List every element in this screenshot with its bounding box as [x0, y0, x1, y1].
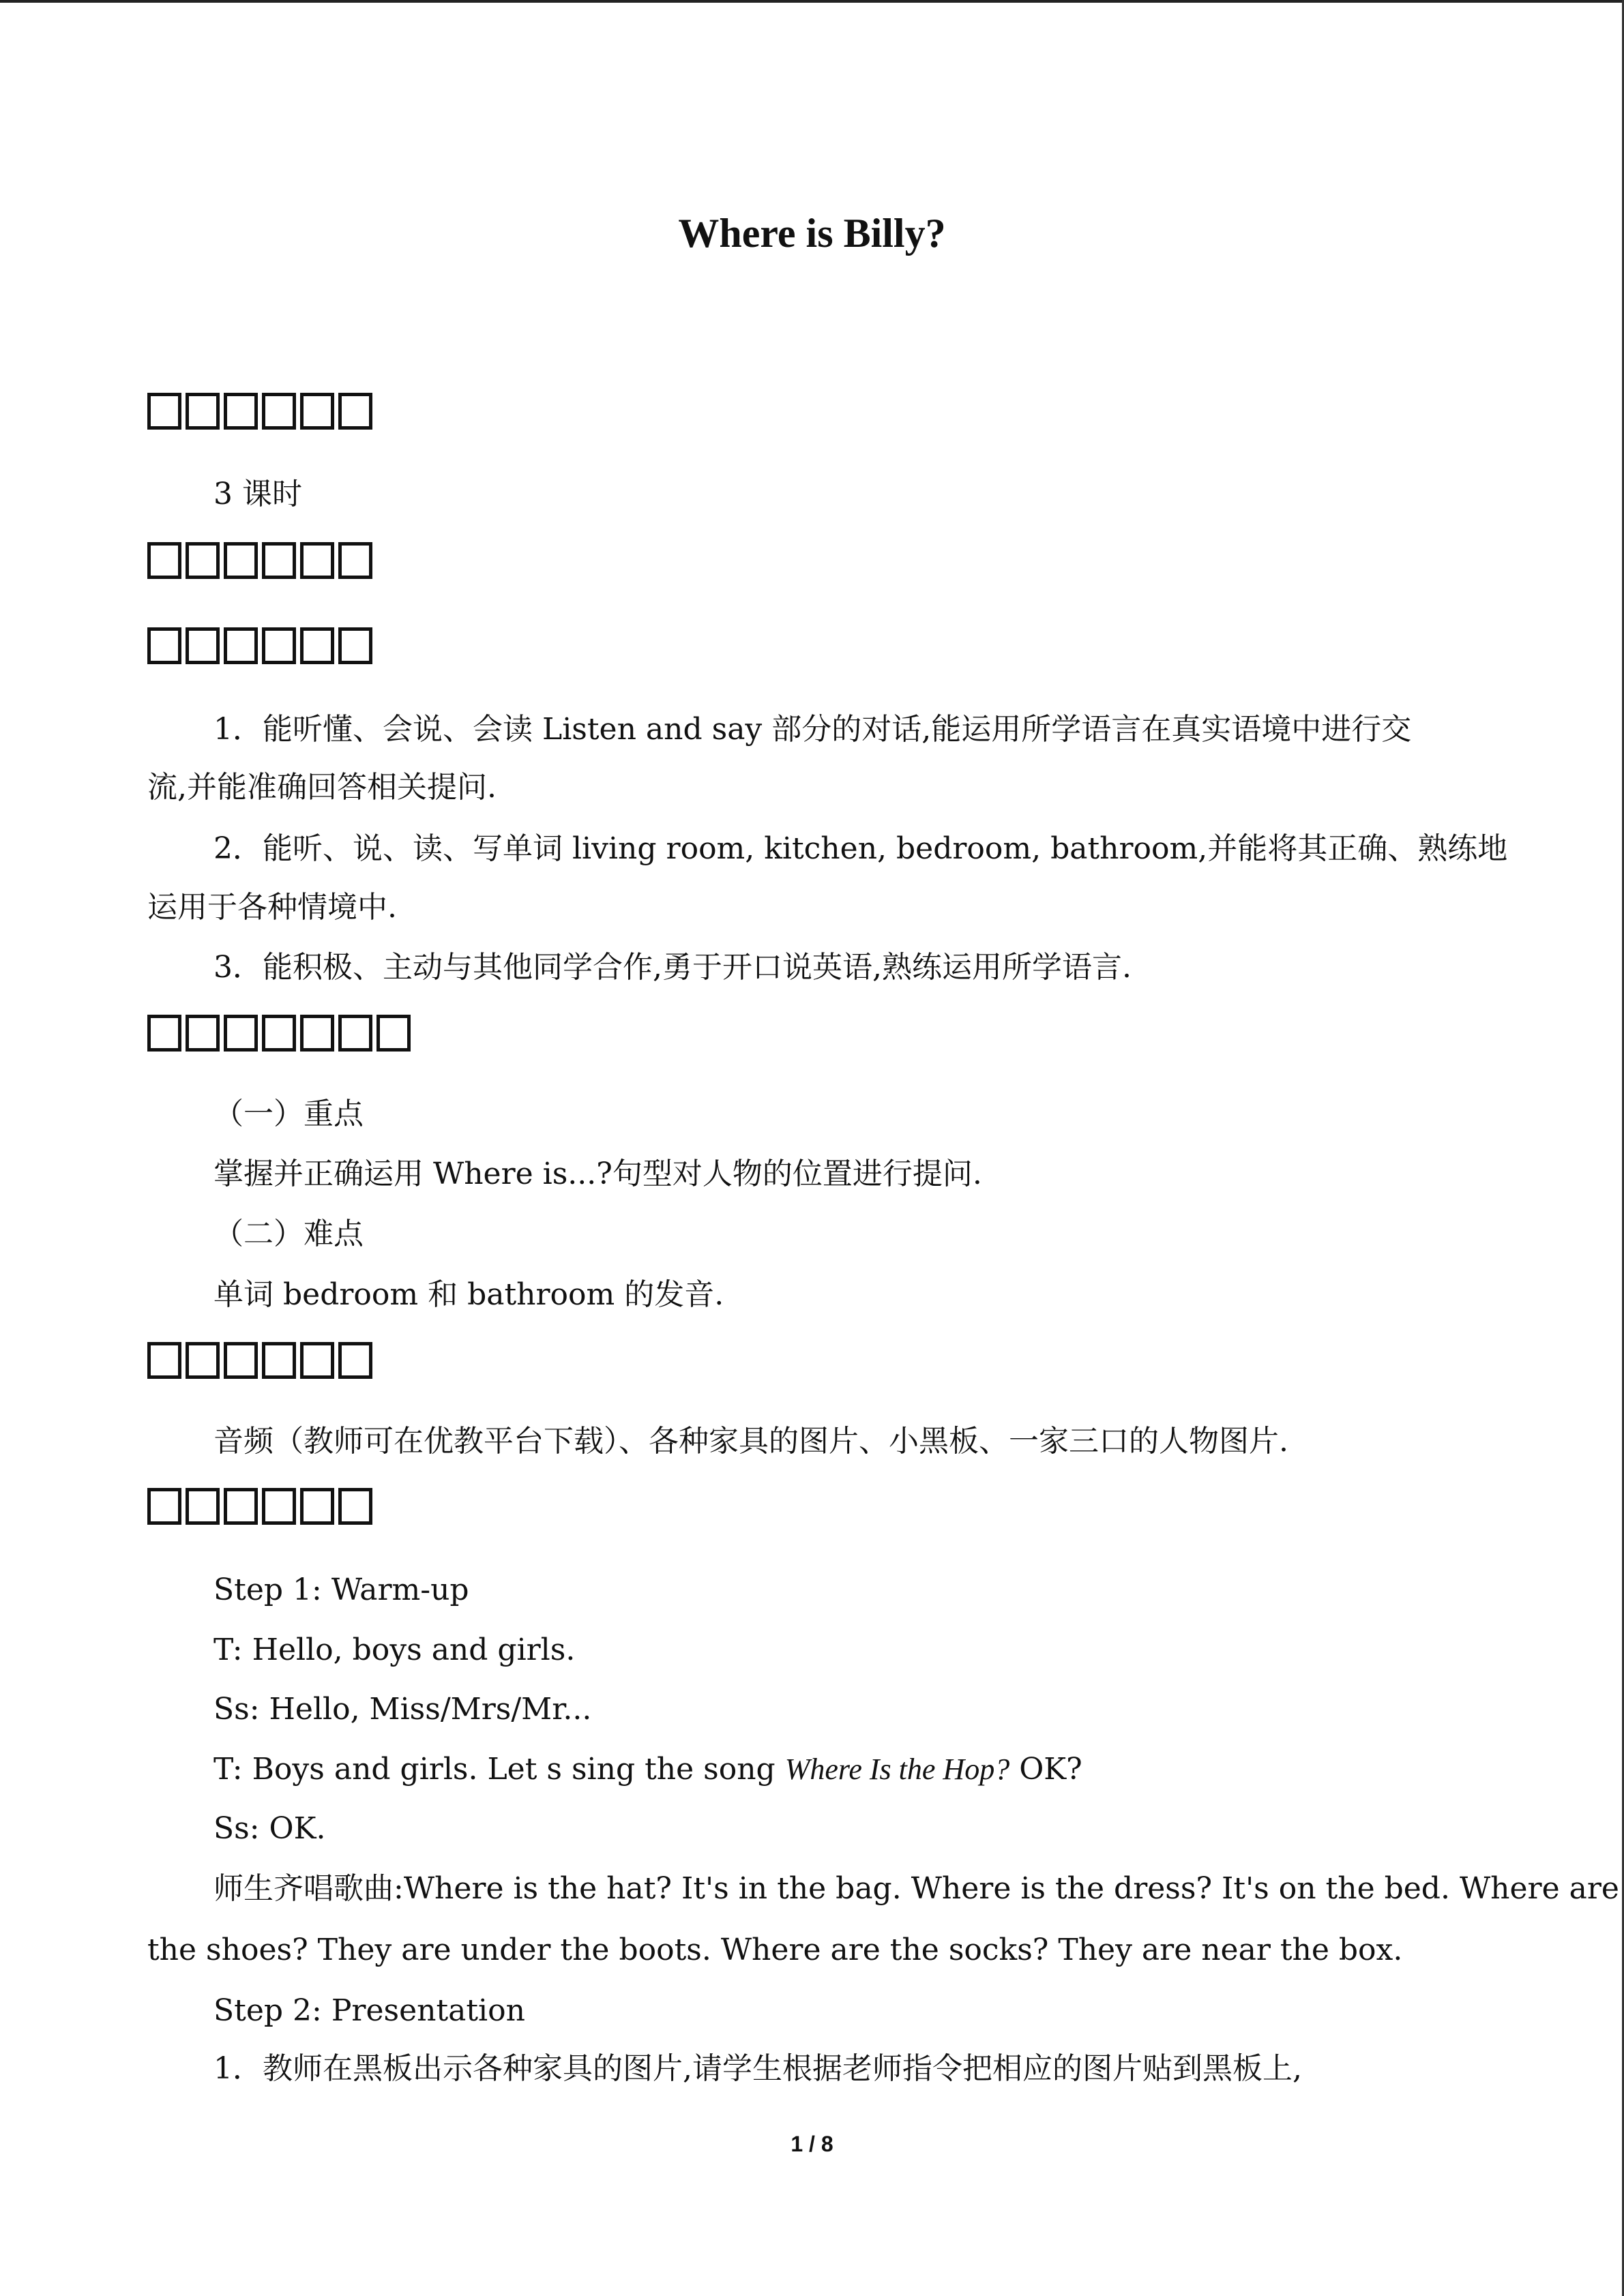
step-1-heading: Step 1: Warm-up: [213, 1572, 469, 1607]
objective-1-line-2: 流,并能准确回答相关提问.: [147, 770, 497, 805]
dialogue-line-3-pre: T: Boys and girls. Let s sing the song: [213, 1752, 785, 1787]
objective-2-line-1: 2．能听、说、读、写单词 living room, kitchen, bedroom, bathroom,并能将其正确、熟练地: [213, 831, 1508, 866]
section-heading-process: [147, 1488, 372, 1525]
section-heading-hours: [147, 393, 372, 430]
hours-text: 3 课时: [213, 477, 302, 511]
dialogue-line-4: Ss: OK.: [213, 1811, 326, 1846]
objective-1-line-1: 1．能听懂、会说、会读 Listen and say 部分的对话,能运用所学语言在真实语境中进行交: [213, 712, 1412, 747]
document-title: Where is Billy?: [678, 211, 946, 256]
step-2-item-1: 1．教师在黑板出示各种家具的图片,请学生根据老师指令把相应的图片贴到黑板上,: [213, 2051, 1302, 2086]
song-lyrics-line-1: 师生齐唱歌曲:Where is the hat? It's in the bag. Where is the dress? It's on the bed. Where are: [213, 1871, 1619, 1906]
dialogue-line-3: [213, 1751, 1082, 1788]
difficult-point-label: （二）难点: [213, 1217, 364, 1251]
song-lyrics-line-2: the shoes? They are under the boots. Where are the socks? They are near the box.: [147, 1933, 1403, 1967]
section-heading-key-points: [147, 1015, 411, 1052]
top-border: [0, 0, 1624, 3]
key-point-text: 掌握并正确运用 Where is...?句型对人物的位置进行提问.: [213, 1157, 982, 1191]
section-heading-objectives: [147, 627, 372, 664]
section-heading-analysis: [147, 542, 372, 579]
key-point-label: （一）重点: [213, 1097, 364, 1131]
difficult-point-text: 单词 bedroom 和 bathroom 的发音.: [213, 1277, 724, 1312]
step-2-heading: Step 2: Presentation: [213, 1993, 525, 2028]
dialogue-line-1: T: Hello, boys and girls.: [213, 1632, 576, 1667]
objective-3: 3．能积极、主动与其他同学合作,勇于开口说英语,熟练运用所学语言.: [213, 950, 1132, 985]
dialogue-line-3-post: OK?: [1009, 1752, 1082, 1787]
objective-2-line-2: 运用于各种情境中.: [147, 890, 397, 925]
song-title: Where Is the Hop?: [784, 1753, 1010, 1786]
dialogue-line-2: Ss: Hello, Miss/Mrs/Mr...: [213, 1692, 592, 1727]
materials-text: 音频（教师可在优教平台下载）、各种家具的图片、小黑板、一家三口的人物图片.: [213, 1424, 1288, 1459]
section-heading-materials: [147, 1342, 372, 1379]
page-number: 1 / 8: [791, 2132, 833, 2156]
